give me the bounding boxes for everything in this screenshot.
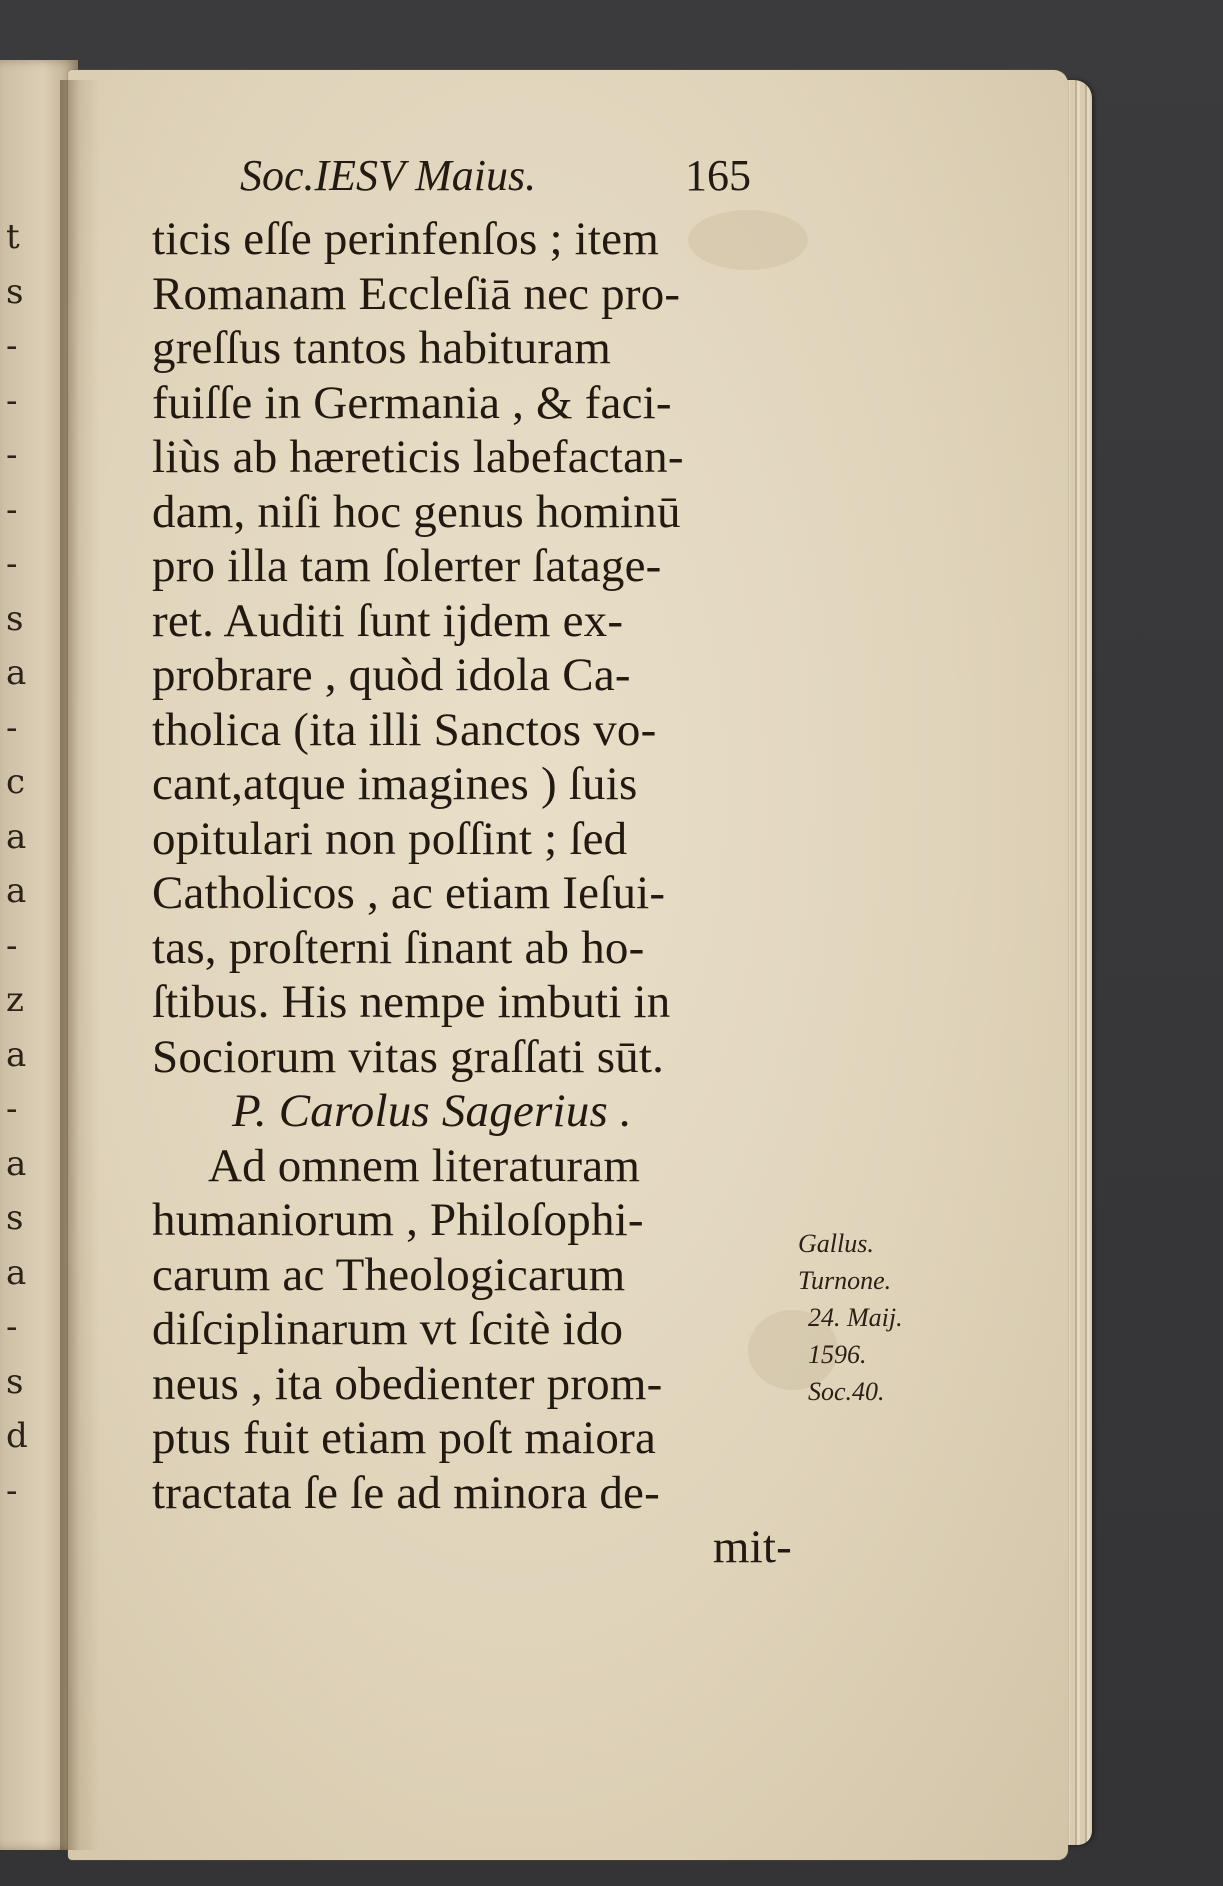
- text-line: neus , ita obedienter prom-: [152, 1357, 663, 1410]
- margin-note-line: 1596.: [808, 1340, 867, 1369]
- text-line: Romanam Eccleſiā nec pro-: [152, 267, 681, 320]
- text-line: fuiſſe in Germania , & faci-: [152, 376, 672, 429]
- margin-note-line: Turnone.: [798, 1266, 892, 1295]
- body-text: [152, 212, 792, 1575]
- text-line: diſciplinarum vt ſcitè ido: [152, 1303, 624, 1355]
- facing-page-glyph: s: [6, 271, 24, 312]
- facing-page-glyph: a: [6, 1143, 27, 1184]
- facing-page-glyph: -: [6, 380, 18, 421]
- facing-page-glyph: s: [6, 598, 24, 639]
- text-line: humaniorum , Philoſophi-: [152, 1194, 644, 1246]
- text-line: opitulari non poſſint ; ſed: [152, 812, 628, 865]
- facing-page-glyph: d: [6, 1416, 28, 1456]
- facing-page-glyph: z: [6, 980, 24, 1020]
- facing-page-glyph: -: [6, 489, 18, 530]
- facing-page-glyph: -: [6, 925, 18, 966]
- text-line: cant,atque imagines ) ſuis: [152, 758, 638, 810]
- running-head-title: Soc.IESV Maius.: [240, 151, 537, 200]
- facing-page-glyph: a: [6, 816, 27, 857]
- text-line: tractata ſe ſe ad minora de-: [152, 1466, 660, 1519]
- text-line: Sociorum vitas graſſati sūt.: [152, 1030, 665, 1083]
- text-line: ſtibus. His nempe imbuti in: [152, 976, 671, 1028]
- text-line: probrare , quòd idola Ca-: [152, 649, 631, 701]
- facing-page-glyph: -: [6, 544, 18, 584]
- text-line: greſſus tantos habituram: [152, 322, 612, 374]
- facing-page-glyph: -: [6, 1470, 18, 1511]
- facing-page-glyph: -: [6, 1307, 18, 1347]
- margin-note: [798, 1225, 978, 1410]
- text-line: ticis eſſe perinfenſos ; item: [152, 213, 659, 265]
- text-line: carum ac Theologicarum: [152, 1248, 626, 1301]
- facing-page-glyph: a: [6, 1034, 27, 1075]
- margin-note-line: Gallus.: [798, 1229, 874, 1258]
- text-line: Catholicos , ac etiam Ieſui-: [152, 867, 666, 919]
- text-line: Ad omnem literaturam: [208, 1139, 641, 1192]
- facing-page-glyph: -: [6, 435, 18, 475]
- text-line: tas, proſterni ſinant ab ho-: [152, 921, 645, 974]
- page-number: 165: [685, 151, 751, 200]
- facing-page-glyph: t: [6, 217, 20, 257]
- catchword: mit-: [712, 1521, 792, 1573]
- facing-page-glyph: s: [6, 1361, 24, 1402]
- text-line: liùs ab hæreticis labefactan-: [152, 431, 684, 483]
- facing-page-glyph: a: [6, 653, 27, 693]
- text-line: dam, niſi hoc genus hominū: [152, 485, 681, 538]
- text-line: ptus fuit etiam poſt maiora: [152, 1412, 657, 1464]
- text-line: pro illa tam ſolerter ſatage-: [152, 540, 662, 592]
- running-head: [240, 150, 800, 220]
- facing-page-glyph: a: [6, 871, 27, 911]
- facing-page-glyph: s: [6, 1198, 24, 1238]
- text-line: ret. Auditi ſunt ijdem ex-: [152, 594, 624, 647]
- book-gutter: [60, 80, 100, 1850]
- margin-note-line: Soc.40.: [808, 1377, 885, 1406]
- facing-page-glyph: -: [6, 707, 18, 748]
- facing-page-glyph: a: [6, 1252, 27, 1293]
- facing-page-glyph: -: [6, 1089, 18, 1129]
- section-heading: P. Carolus Sagerius .: [232, 1085, 632, 1137]
- text-line: tholica (ita illi Sanctos vo-: [152, 703, 657, 756]
- margin-note-line: 24. Maij.: [808, 1303, 903, 1332]
- facing-page-glyph: -: [6, 326, 18, 366]
- facing-page-glyph: c: [6, 762, 26, 802]
